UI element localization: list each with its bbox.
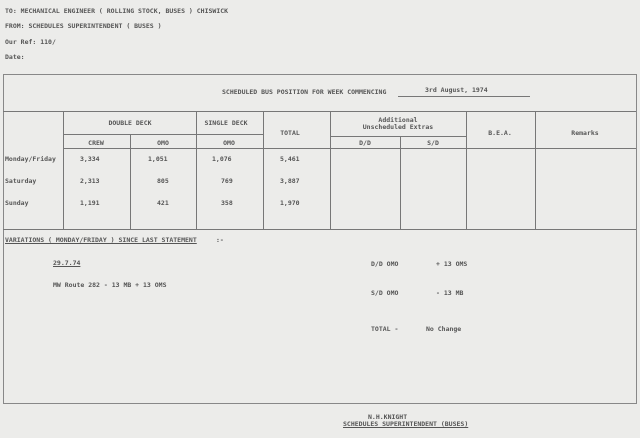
header-total: TOTAL [280, 129, 300, 137]
sd-omo-label: S/D OMO [371, 289, 399, 297]
header-sd-omo: OMO [223, 139, 235, 147]
from-line: FROM: SCHEDULES SUPERINTENDENT ( BUSES ) [5, 22, 162, 30]
dd-omo-label: D/D OMO [371, 260, 399, 268]
variations-heading-suffix: :- [216, 236, 224, 244]
row-day: Monday/Friday [5, 155, 56, 163]
header-crew: CREW [88, 139, 104, 147]
header-dd: D/D [359, 139, 371, 147]
variation-route: MW Route 282 - 13 MB + 13 OMS [53, 281, 167, 289]
row-total: 5,461 [280, 155, 300, 163]
total-value: No Change [426, 325, 462, 333]
row-total: 1,970 [280, 199, 300, 207]
row-sd-omo: 1,076 [212, 155, 232, 163]
row-sd-omo: 769 [221, 177, 233, 185]
total-label: TOTAL - [371, 325, 399, 333]
row-dd-omo: 805 [157, 177, 169, 185]
ref-line: Our Ref: 110/ [5, 38, 56, 46]
header-unscheduled: Unscheduled Extras [362, 123, 434, 131]
row-crew: 2,313 [80, 177, 100, 185]
row-day: Saturday [5, 177, 37, 185]
row-sd-omo: 358 [221, 199, 233, 207]
signature-title: SCHEDULES SUPERINTENDENT (BUSES) [343, 420, 469, 428]
header-remarks: Remarks [571, 129, 599, 137]
row-total: 3,887 [280, 177, 300, 185]
row-crew: 1,191 [80, 199, 100, 207]
week-date: 3rd August, 1974 [425, 86, 488, 94]
variations-heading: VARIATIONS ( MONDAY/FRIDAY ) SINCE LAST STATEMENT [5, 236, 197, 244]
header-sd: S/D [427, 139, 439, 147]
date-line: Date: [5, 53, 25, 61]
signature-name: N.H.KNIGHT [368, 413, 408, 421]
header-additional: Additional [378, 116, 418, 124]
header-single-deck: SINGLE DECK [204, 119, 248, 127]
week-underline [398, 96, 530, 97]
form-title: SCHEDULED BUS POSITION FOR WEEK COMMENCING [222, 88, 387, 96]
variation-date: 29.7.74 [53, 259, 81, 267]
header-double-deck: DOUBLE DECK [108, 119, 152, 127]
dd-omo-value: + 13 OMS [436, 260, 468, 268]
header-dd-omo: OMO [157, 139, 169, 147]
row-day: Sunday [5, 199, 29, 207]
to-line: TO: MECHANICAL ENGINEER ( ROLLING STOCK, BUSES ) CHISWICK [5, 7, 229, 15]
row-crew: 3,334 [80, 155, 100, 163]
header-bea: B.E.A. [488, 129, 512, 137]
sd-omo-value: - 13 MB [436, 289, 464, 297]
row-dd-omo: 1,051 [148, 155, 168, 163]
row-dd-omo: 421 [157, 199, 169, 207]
